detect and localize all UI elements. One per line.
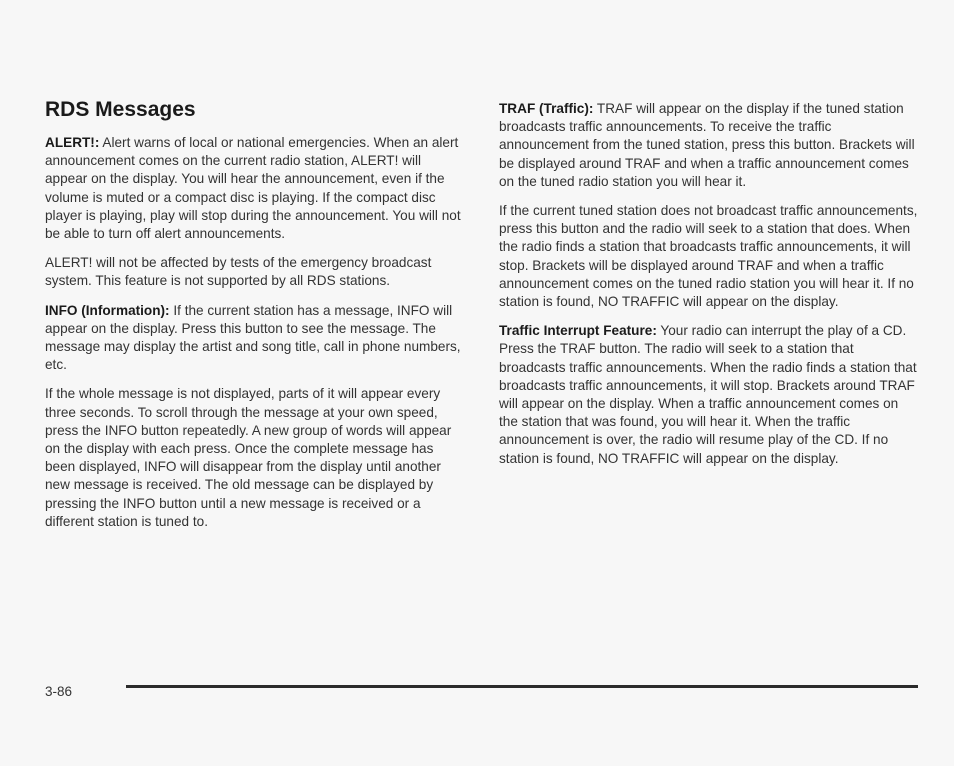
paragraph-text: If the whole message is not displayed, parts of it will appear every three seconds. To scroll through the message at your own speed, press the INFO button repeatedly. A new group of words will appear on the display with each press. Once the complete message has been displayed, INFO will disappear from the display until another new message is received. The old message can be displayed by pressing the INFO button until a new message is received or a different station is tuned to. (45, 386, 452, 529)
paragraph-text: ALERT! will not be affected by tests of the emergency broadcast system. This feature is not supported by all RDS stations. (45, 255, 432, 289)
page-title: RDS Messages (45, 98, 196, 121)
paragraph-info (45, 302, 465, 375)
paragraph-alert-tests (45, 254, 465, 290)
paragraph-traffic-interrupt (499, 322, 919, 468)
page-number: 3-86 (45, 684, 73, 699)
paragraph-lead: ALERT!: (45, 135, 100, 150)
paragraph-text: If the current station has a message, INFO will appear on the display. Press this button to see the message. The message may display the artist and song title, call in phone numbers, etc. (45, 302, 461, 373)
paragraph-traf-seek (499, 202, 919, 311)
paragraph-text: Your radio can interrupt the play of a CD. Press the TRAF button. The radio will seek to a station that broadcasts traffic announcements. When the radio finds a station that broadcasts traffic announcements, it will stop. Brackets around TRAF will appear on the display. When a traffic announcement comes on the station that was found, you will hear it. When the traffic announcement is over, the radio will resume play of the CD. If no station is found, NO TRAFFIC will appear on the display. (499, 323, 917, 466)
right-column (499, 100, 919, 479)
footer-divider (126, 685, 918, 688)
paragraph-info-scroll (45, 385, 465, 531)
paragraph-text: TRAF will appear on the display if the tuned station broadcasts traffic announcements. To receive the traffic announcement from the tuned station, press this button. Brackets will be displayed around TRAF and when a traffic announcement comes on the tuned radio station you will hear it. (499, 101, 915, 189)
paragraph-text: Alert warns of local or national emergencies. When an alert announcement comes on the current radio station, ALERT! will appear on the display. You will hear the announcement, even if the volume is muted or a compact disc is playing. If the compact disc player is playing, play will stop during the announcement. You will not be able to turn off alert announcements. (45, 135, 461, 242)
left-column (45, 98, 465, 542)
paragraph-alert (45, 134, 465, 243)
paragraph-text: If the current tuned station does not broadcast traffic announcements, press this button and the radio will seek to a station that does. When the radio finds a station that broadcasts traffic announcements, it will stop. Brackets will be displayed around TRAF and when a traffic announcement comes on the tuned radio station you will hear it. If no station is found, NO TRAFFIC will appear on the display. (499, 203, 918, 310)
paragraph-lead: INFO (Information): (45, 302, 170, 318)
paragraph-lead: TRAF (Traffic): (499, 101, 594, 116)
paragraph-lead: Traffic Interrupt Feature: (499, 323, 657, 339)
paragraph-traf (499, 100, 919, 191)
